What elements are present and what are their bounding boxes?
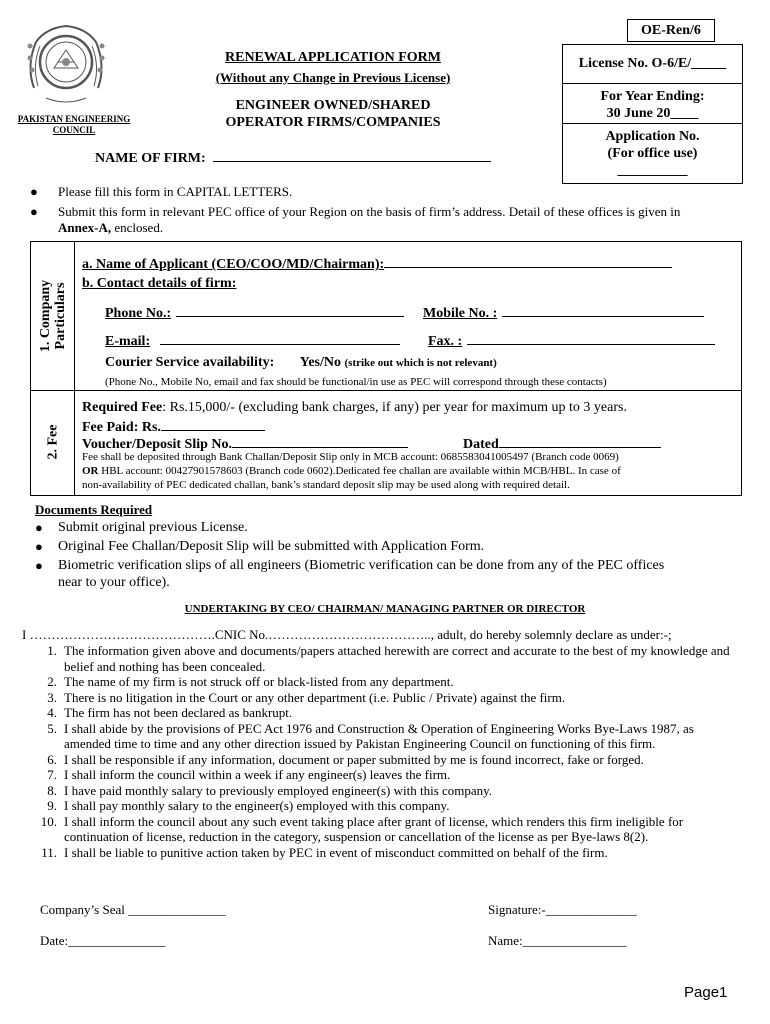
email-row: E-mail:	[105, 331, 400, 350]
voucher-field[interactable]	[232, 434, 408, 448]
undertaking-item	[32, 798, 730, 814]
company-particulars-section	[30, 241, 742, 391]
undertaking-item-number: 9.	[47, 798, 57, 813]
year-ending-value[interactable]: 30 June 20____	[606, 106, 699, 121]
documents-list	[35, 519, 715, 591]
undertaking-heading: UNDERTAKING BY CEO/ CHAIRMAN/ MANAGING PARTNER OR DIRECTOR	[184, 603, 586, 615]
undertaking-item-text: I shall be liable to punitive action taken by PEC in event of misconduct committed on behalf of the firm.	[64, 844, 608, 860]
email-field[interactable]	[160, 331, 400, 345]
firm-name-field[interactable]	[213, 148, 491, 162]
required-fee-row: Required Fee: Rs.15,000/- (excluding bank charges, if any) per year for maximum up to 3 years.	[82, 400, 627, 415]
document-item: ● Submit original previous License.	[35, 520, 248, 535]
undertaking-item-text: I shall inform the council about any such event taking place after grant of license, which renders this firm ineligible for continuation of license, reduction in the category, suspension or cancellation of the license as per Bye-laws 8(2).	[64, 813, 684, 844]
document-item: ● Biometric verification slips of all engineers (Biometric verification can be done from any of the PEC offices near to your office).	[35, 558, 665, 590]
undertaking-item	[32, 674, 730, 690]
phone-row: Phone No.:	[105, 303, 404, 322]
pec-logo	[22, 18, 110, 112]
undertaking-item-text: I shall abide by the provisions of PEC Act 1976 and Construction & Operation of Engineering Works Bye-Laws 1987, as amended time to time and any other direction issued by Pakistan Engineering Council on functioning of this firm.	[64, 720, 694, 751]
bullet-icon: ●	[35, 520, 43, 535]
application-no	[563, 124, 742, 179]
form-subtitle: (Without any Change in Previous License)	[215, 70, 451, 85]
undertaking-item-number: 4.	[47, 705, 57, 720]
undertaking-item-number: 3.	[47, 689, 57, 705]
license-no: License No. O-6/E/_____	[563, 45, 742, 84]
office-use-box	[562, 44, 743, 184]
dated-row: Dated	[463, 434, 661, 453]
form-code-box: OE-Ren/6	[627, 19, 715, 42]
instruction-item: ● Please fill this form in CAPITAL LETTERS.	[30, 184, 293, 199]
undertaking-item-text: I shall pay monthly salary to the engineer(s) employed with this company.	[64, 798, 450, 813]
dated-field[interactable]	[499, 434, 661, 448]
date-field[interactable]: Date:_______________	[40, 933, 166, 948]
undertaking-item-number: 11.	[41, 844, 57, 860]
name-of-firm-label: NAME OF FIRM:	[95, 148, 491, 167]
undertaking-item	[32, 721, 730, 752]
fee-note: Fee shall be deposited through Bank Challan/Deposit Slip only in MCB account: 0685583041005497 (Branch code 0069) OR HBL account: 00427901578603 (Branch code 0602).Dedicated fee challan are available within MCB/HBL. In case of non-availability of PEC dedicated challan, bank’s standard deposit slip may be used along with required detail.	[82, 451, 621, 491]
fee-paid-field[interactable]	[161, 417, 265, 431]
undertaking-item-text: I shall inform the council within a week if any engineer(s) leaves the firm.	[64, 767, 451, 782]
undertaking-item-number: 5.	[47, 720, 57, 736]
category-line-1: ENGINEER OWNED/SHARED	[235, 98, 431, 113]
document-item: ● Original Fee Challan/Deposit Slip will be submitted with Application Form.	[35, 539, 485, 554]
application-no-blank: __________	[617, 163, 688, 178]
year-ending-label: For Year Ending:	[600, 89, 705, 104]
office-use-note: (For office use)	[607, 146, 698, 161]
name-field[interactable]: Name:________________	[488, 933, 627, 948]
undertaking-item-text: There is no litigation in the Court or any other department (i.e. Public / Private) against the firm.	[64, 689, 566, 705]
mobile-row: Mobile No. :	[423, 303, 704, 322]
undertaking-item-text: The firm has not been declared as bankrupt.	[64, 705, 293, 720]
instructions-list	[30, 184, 710, 236]
courier-row: Courier Service availability: Yes/No (strike out which is not relevant)	[105, 355, 497, 370]
application-no-label: Application No.	[605, 129, 700, 144]
undertaking-item	[32, 690, 730, 706]
phone-field[interactable]	[176, 303, 404, 317]
undertaking-item	[32, 705, 730, 721]
undertaking-item-text: I shall be responsible if any information, document or paper submitted by me is found incorrect, fake or forged.	[64, 751, 644, 767]
year-ending	[563, 84, 742, 124]
undertaking-item	[32, 643, 730, 674]
undertaking-item-text: The name of my firm is not struck off or black-listed from any department.	[64, 674, 454, 689]
fee-paid-row: Fee Paid: Rs.	[82, 417, 265, 436]
undertaking-item-number: 6.	[47, 751, 57, 767]
undertaking-item-text: I have paid monthly salary to previously employed engineer(s) with this company.	[64, 782, 493, 798]
bullet-icon: ●	[35, 539, 43, 554]
voucher-row: Voucher/Deposit Slip No.	[82, 434, 408, 453]
fax-field[interactable]	[467, 331, 715, 345]
contact-note: (Phone No., Mobile No, email and fax should be functional/in use as PEC will correspond through these contacts)	[105, 376, 607, 388]
undertaking-item-number: 2.	[47, 674, 57, 689]
bullet-icon: ●	[35, 558, 43, 573]
undertaking-list	[32, 643, 730, 860]
signature-field[interactable]: Signature:-______________	[488, 902, 637, 917]
undertaking-item-number: 1.	[47, 643, 57, 658]
instruction-item: ● Submit this form in relevant PEC office of your Region on the basis of firm’s address. Detail of these offices is given in Annex-A, enclosed.	[30, 204, 681, 235]
company-seal-field[interactable]: Company’s Seal _______________	[40, 902, 226, 917]
undertaking-item-number: 10.	[40, 813, 57, 829]
company-particulars-label: 1. Company Particulars	[31, 242, 75, 390]
undertaking-item	[32, 814, 730, 845]
contact-details-heading: b. Contact details of firm:	[82, 276, 237, 291]
undertaking-declaration: I …………………………………….CNIC No.……………………………….., adult, do hereby solemnly declare as under:-;	[22, 627, 672, 642]
applicant-name-row: a. Name of Applicant (CEO/COO/MD/Chairman):	[82, 254, 672, 273]
form-title: RENEWAL APPLICATION FORM	[225, 50, 441, 65]
undertaking-item	[32, 752, 730, 768]
undertaking-item-number: 7.	[47, 767, 57, 782]
courier-options[interactable]: Yes/No	[299, 355, 341, 370]
page-number: Page1	[684, 984, 728, 1001]
undertaking-item-number: 8.	[47, 782, 57, 798]
bullet-icon: ●	[30, 184, 38, 199]
fee-section	[30, 389, 742, 496]
documents-heading: Documents Required	[35, 502, 153, 517]
mobile-field[interactable]	[502, 303, 704, 317]
council-name: PAKISTAN ENGINEERING COUNCIL	[17, 114, 131, 135]
fee-label: 2. Fee	[31, 389, 75, 495]
undertaking-item-text: The information given above and documents/papers attached herewith are correct and accurate to the best of my knowledge and belief and nothing has been concealed.	[64, 643, 730, 674]
undertaking-item	[32, 783, 730, 799]
undertaking-item	[32, 767, 730, 783]
bullet-icon: ●	[30, 204, 38, 219]
undertaking-item	[32, 845, 730, 861]
category-line-2: OPERATOR FIRMS/COMPANIES	[225, 115, 441, 130]
fax-row: Fax. :	[428, 331, 715, 350]
applicant-name-field[interactable]	[384, 254, 672, 268]
